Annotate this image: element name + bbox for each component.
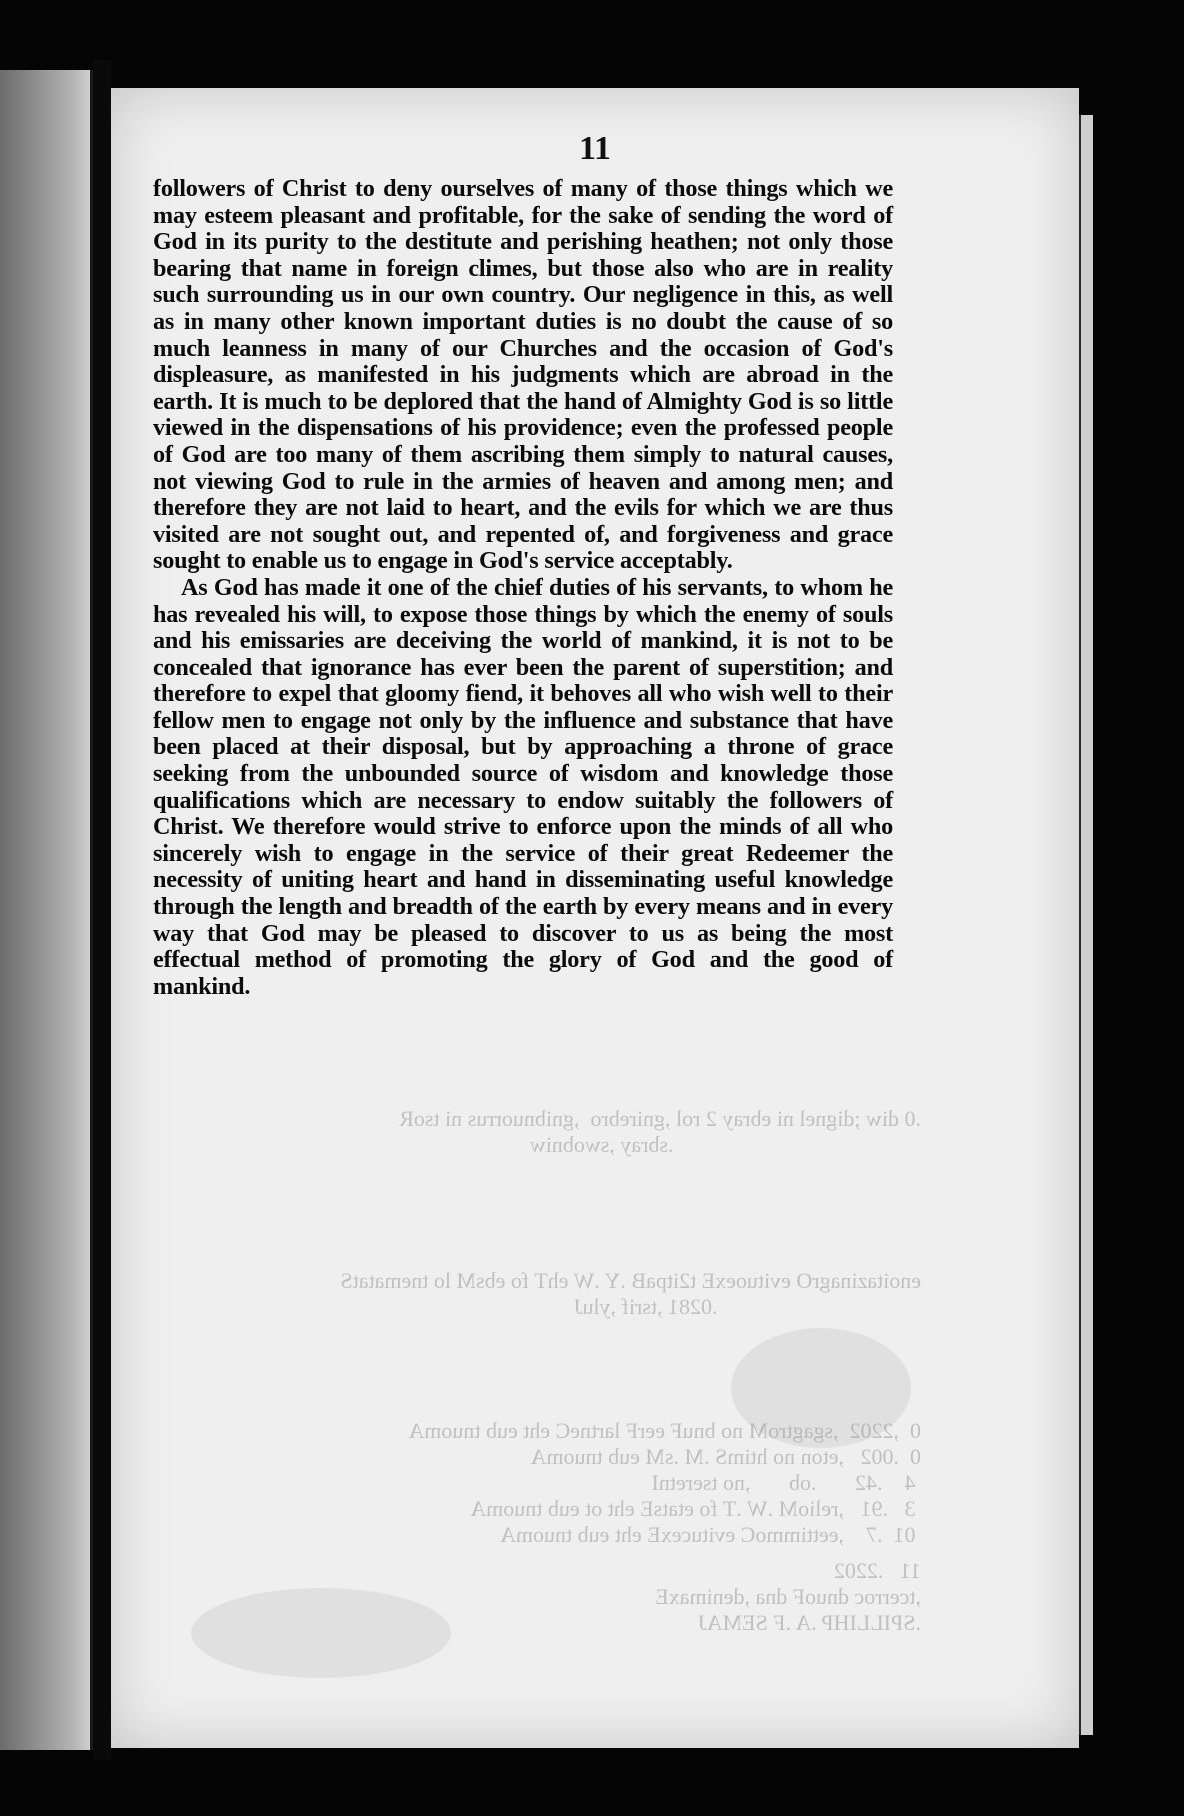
bleed-through-text: enoitazinagrO evituoexE t2itpaB .Y .W ehT fo ebsM lo tnematatS .0281 ,tsrif ,yluJ — [340, 1268, 921, 1319]
bleed-through-text: .0 diw ;dignel ni ebray 2 rol ,gnirebro ,gnibnuorrus ni tsoR .sbray ,swobniw — [399, 1106, 921, 1157]
book-page — [111, 88, 1079, 1748]
page-number: 11 — [578, 130, 612, 167]
paragraph: followers of Christ to deny ourselves of many of those things which we may esteem pleasant and profitable, for the sake of sending the word of God in its purity to the destitute and perishing heathen; not only those bearing that name in foreign climes, but those also who are in reality such surrounding us in our own country. Our negligence in this, as well as in many other known important duties is no doubt the cause of so much leanness in many of our Churches and the occasion of God's displeasure, as manifested in his judgments which are abroad in the earth. It is much to be deplored that the hand of Almighty God is so little viewed in the dispensations of his providence; even the professed people of God are too many of them ascribing them simply to natural causes, not viewing God to rule in the armies of heaven and among men; and therefore they are not laid to heart, and the evils for which we are thus visited are not sought out, and repented of, and forgiveness and grace sought to enable us to engage in God's service acceptably. — [153, 175, 893, 575]
bleed-through-text: 11 .2202 ,tcerroc dnuoF dna ,denimaxE .SPILLIHP .A .F SEMAJ — [655, 1558, 921, 1635]
paragraph: As God has made it one of the chief duties of his servants, to whom he has revealed his will, to expose those things by which the enemy of souls and his emissaries are deceiving the world of mankind, it is not to be concealed that ignorance has ever been the parent of superstition; and therefore to expel that gloomy fiend, it behoves all who wish well to their fellow men to engage not only by the influence and substance that have been placed at their disposal, but by approaching a throne of grace seeking from the unbounded source of wisdom and knowledge those qualifications which are necessary to endow suitably the followers of Christ. We therefore would strive to enforce upon the minds of all who sincerely wish to engage in the service of their great Redeemer the necessity of uniting heart and hand in disseminating useful knowledge through the length and breadth of the earth by every means and in every way that God may be pleased to discover to us as being the most effectual method of promoting the glory of God and the good of mankind. — [153, 573, 893, 1000]
facing-page-edge — [0, 70, 93, 1750]
page-stack-edge — [1079, 115, 1093, 1735]
book-gutter — [93, 60, 111, 1760]
bleed-through-text: 0 ,2202 ,sgagtroM no bnuF eerF lartneC eht eub tnuomA 0 .002 ,eton no htimS .M .sM eub tnuomA 4 .42 .ob ,no tseretnI 3 .91 ,relioM .W .T fo etatsE eht ot eub tnuomA 01 .7 ,eettimmoC evitucexE eht eub tnuomA — [408, 1418, 921, 1547]
body-text — [153, 176, 893, 1000]
